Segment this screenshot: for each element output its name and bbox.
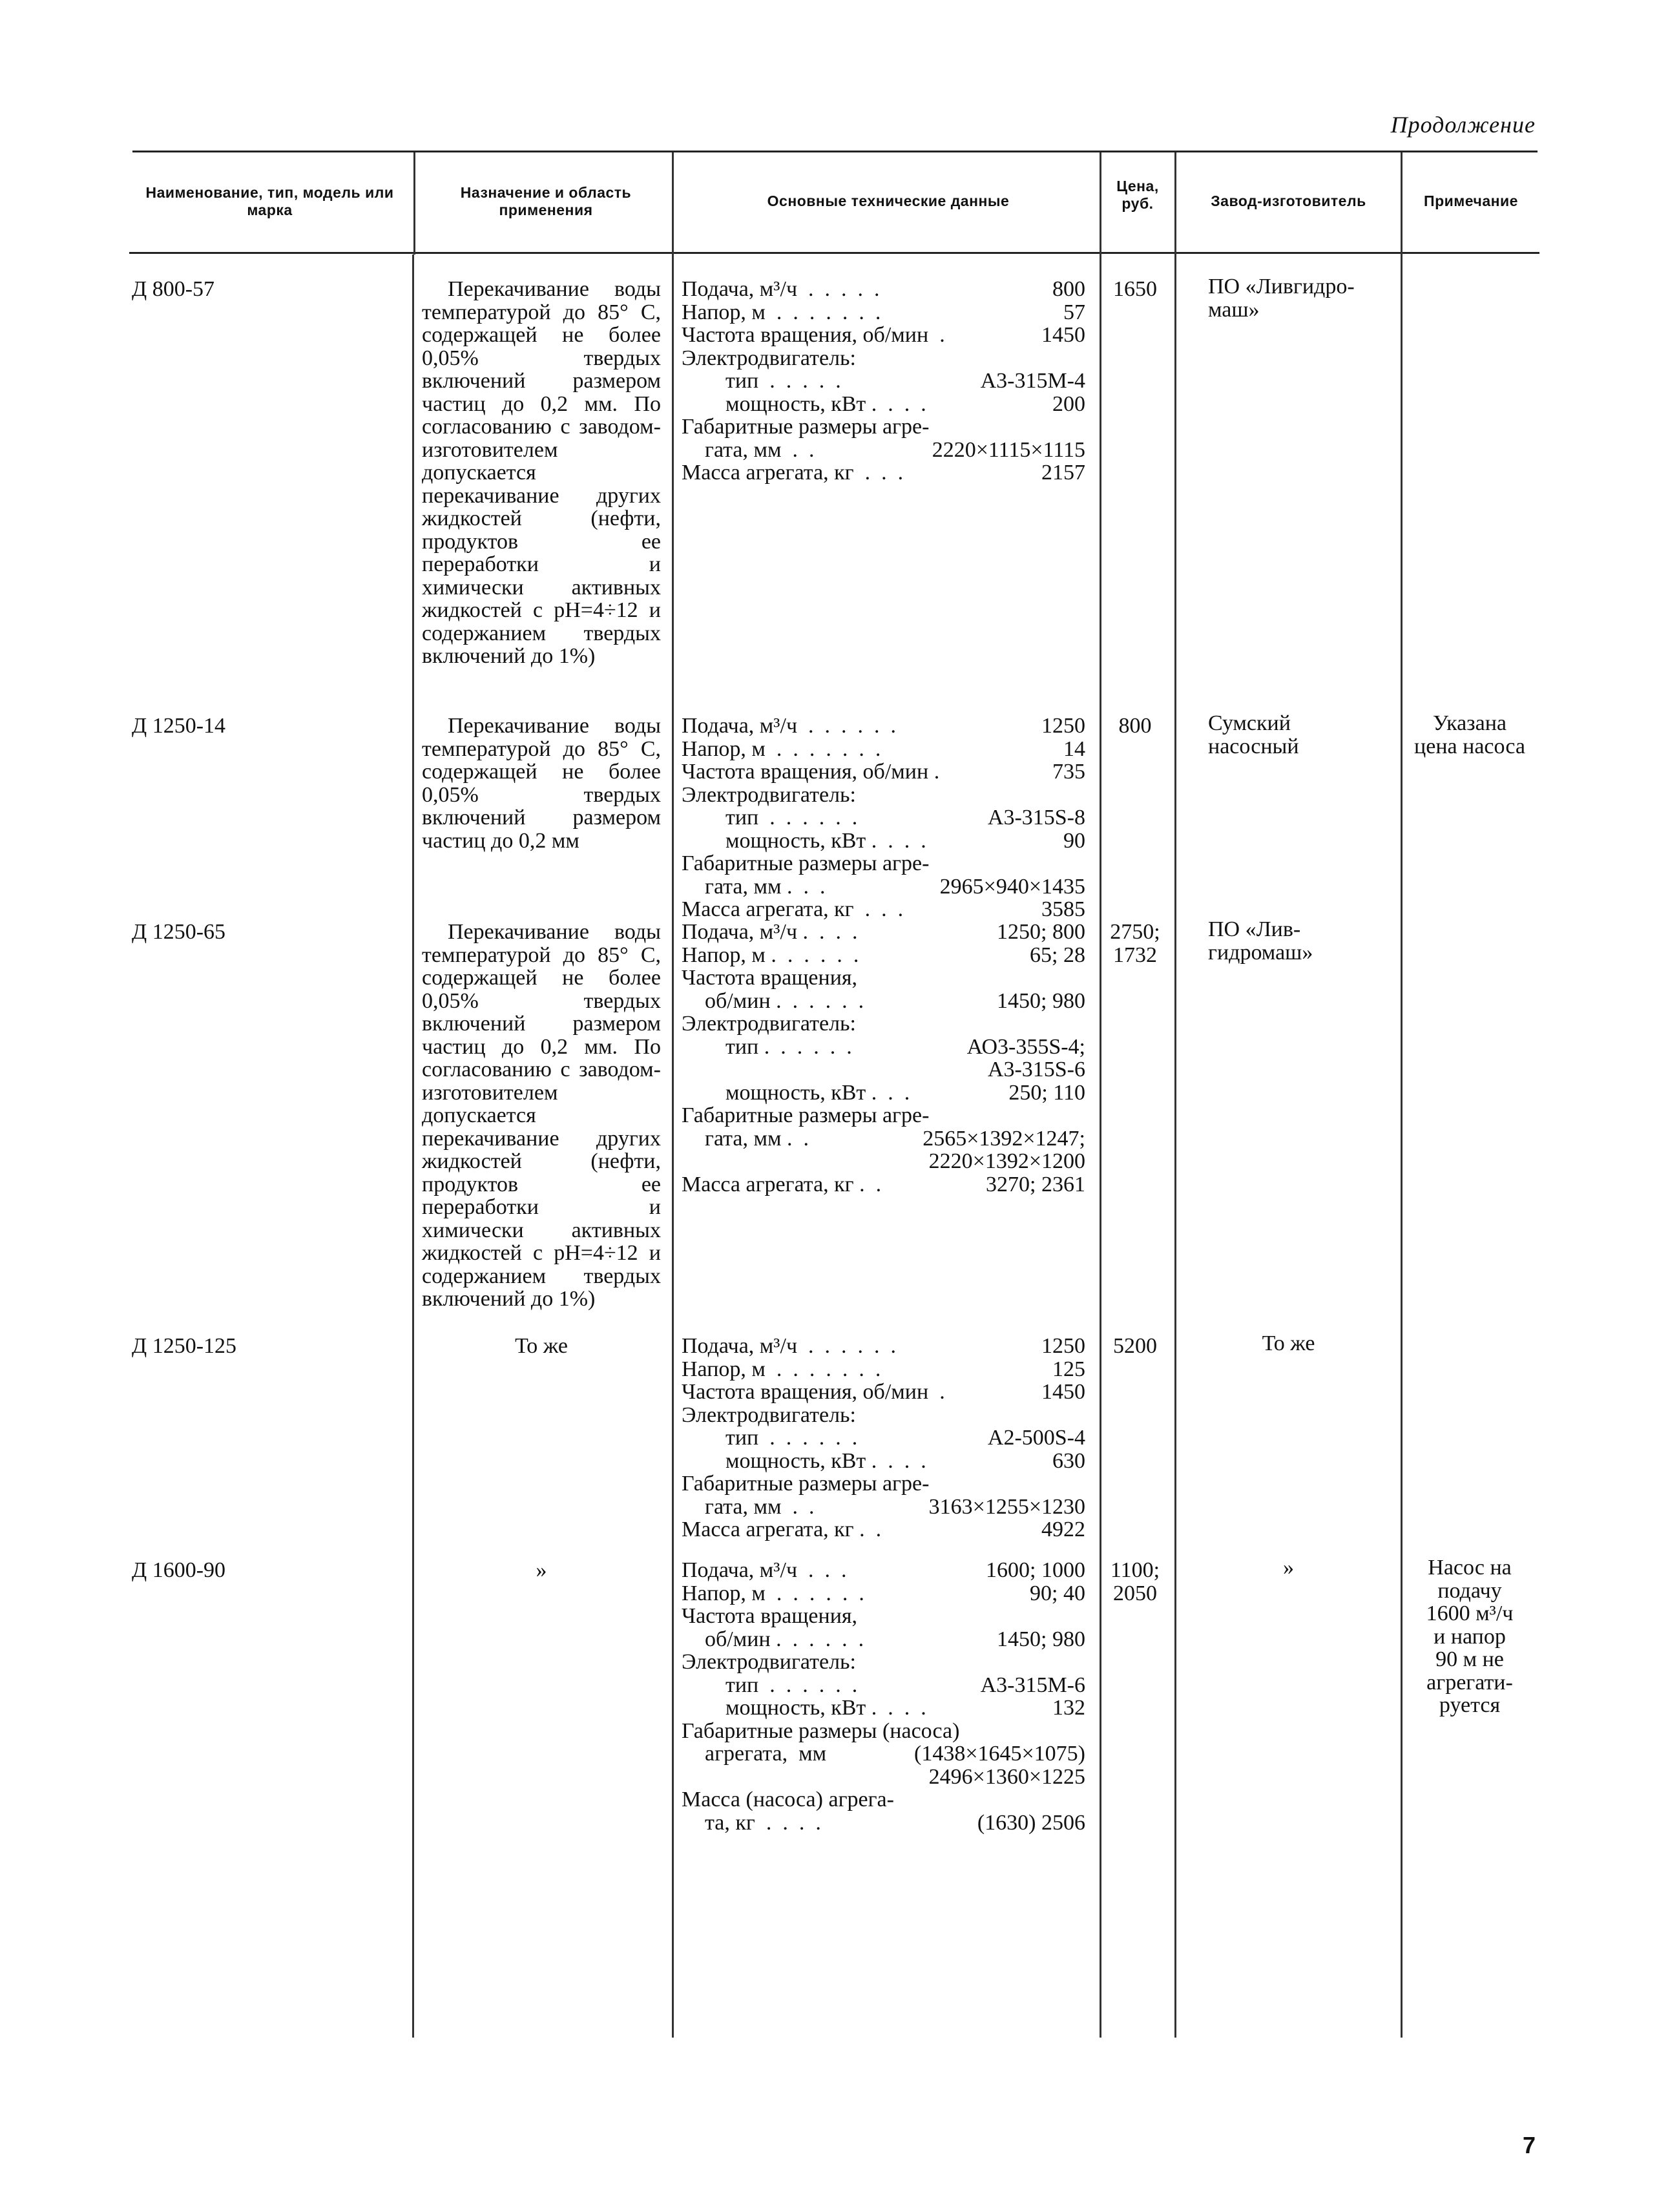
row-maker: » — [1283, 1556, 1294, 1580]
tech-line — [682, 1628, 1085, 1651]
row-name: Д 1600-90 — [132, 1558, 226, 1582]
tech-label: Электродвигатель: — [682, 782, 856, 807]
tech-label: Напор, м . . . . . . . — [682, 736, 881, 761]
tech-label: тип . . . . . — [725, 369, 841, 393]
tech-line — [682, 1081, 1085, 1105]
tech-line — [682, 760, 1085, 784]
tech-value: 2565×1392×1247; — [923, 1126, 1085, 1151]
tech-label: Масса агрегата, кг . . — [682, 1172, 882, 1196]
row-purpose: » — [536, 1558, 547, 1582]
tech-label: Частота вращения, — [682, 966, 858, 990]
tech-line — [682, 715, 1085, 738]
row-name: Д 1250-14 — [132, 714, 226, 738]
column-divider — [1100, 152, 1101, 2038]
column-divider — [672, 152, 674, 2038]
tech-label: Габаритные размеры (насоса) — [682, 1718, 960, 1743]
row-note: Указана цена насоса — [1414, 711, 1525, 758]
tech-value: 90; 40 — [1030, 1581, 1085, 1605]
tech-line — [682, 439, 1085, 462]
tech-line — [682, 1150, 1085, 1173]
tech-value: А3-315S-6 — [987, 1058, 1085, 1081]
tech-value: 630 — [1052, 1448, 1085, 1473]
tech-label: тип . . . . . . — [725, 1034, 852, 1059]
tech-line — [682, 415, 1085, 439]
tech-label: Габаритные размеры агре- — [682, 1472, 930, 1496]
tech-label: Частота вращения, об/мин . — [682, 323, 945, 347]
tech-label: та, кг . . . . — [705, 1810, 821, 1835]
tech-label: мощность, кВт . . . . — [725, 1696, 926, 1720]
row-purpose: Перекачивание воды температурой до 85° С, содержащей не более 0,05% твердых включений размером частиц до 0,2 мм. По согласованию с заводом-изготовителем допускается перекачивание других жидкостей (нефти, продуктов ее переработки и химически активных жидкостей с pH=4÷12 и содержанием твердых включений до 1%) — [422, 277, 661, 668]
row-price: 5200 — [1113, 1334, 1157, 1358]
row-purpose: Перекачивание воды температурой до 85° С, содержащей не более 0,05% твердых включений размером частиц до 0,2 мм — [422, 714, 661, 853]
tech-line — [682, 1173, 1085, 1196]
row-maker: ПО «Лив- гидромаш» — [1208, 917, 1313, 965]
tech-label: Подача, м³/ч . . . . — [682, 920, 858, 944]
tech-value: (1630) 2506 — [977, 1810, 1085, 1835]
tech-line — [682, 1496, 1085, 1519]
tech-value: 1250 — [1041, 714, 1085, 738]
column-divider — [413, 152, 415, 255]
tech-label: об/мин . . . . . . — [705, 988, 864, 1013]
tech-label: гата, мм . . — [705, 437, 815, 462]
continuation-label: Продолжение — [1390, 112, 1536, 138]
tech-label: гата, мм . . — [705, 1494, 815, 1519]
tech-line — [682, 347, 1085, 370]
tech-label: Частота вращения, об/мин . — [682, 760, 940, 784]
row-name: Д 1250-65 — [132, 920, 226, 944]
tech-value: 1450; 980 — [997, 1627, 1085, 1651]
tech-line — [682, 1696, 1085, 1720]
tech-line — [682, 1582, 1085, 1605]
row-maker: Сумский насосный — [1208, 711, 1299, 758]
tech-line — [682, 1450, 1085, 1473]
tech-label: Напор, м . . . . . . . — [682, 1357, 881, 1381]
row-price: 1100; 2050 — [1110, 1558, 1160, 1605]
tech-label: Масса агрегата, кг . . — [682, 1518, 882, 1541]
row-tech-data — [682, 1559, 1085, 1834]
header-name: Наименование, тип, модель или марка — [145, 184, 394, 218]
tech-line — [682, 1472, 1085, 1496]
page-number: 7 — [1522, 2132, 1536, 2158]
tech-line — [682, 1651, 1085, 1674]
tech-line — [682, 1674, 1085, 1697]
table-top-rule — [132, 151, 1538, 152]
tech-line — [682, 1605, 1085, 1628]
tech-line — [682, 1404, 1085, 1427]
tech-line — [682, 1766, 1085, 1789]
tech-label: мощность, кВт . . . . — [725, 1448, 926, 1473]
tech-value: (1438×1645×1075) — [914, 1742, 1085, 1766]
tech-line — [682, 393, 1085, 416]
table-header-rule — [129, 252, 1539, 254]
tech-label: Габаритные размеры агре- — [682, 1103, 930, 1127]
tech-value: 250; 110 — [1008, 1080, 1085, 1105]
tech-label: гата, мм . . — [705, 1126, 809, 1151]
row-note: Насос на подачу 1600 м³/ч и напор 90 м не агрегати- руется — [1426, 1556, 1514, 1717]
tech-value: А3-315М-6 — [980, 1673, 1085, 1697]
tech-line — [682, 1104, 1085, 1127]
tech-value: 4922 — [1041, 1518, 1085, 1541]
tech-value: 3585 — [1041, 897, 1085, 921]
row-tech-data — [682, 715, 1085, 921]
tech-value: А3-315М-4 — [980, 369, 1085, 393]
tech-line — [682, 278, 1085, 301]
row-purpose: Перекачивание воды температурой до 85° С, содержащей не более 0,05% твердых включений размером частиц до 0,2 мм. По согласованию с заводом-изготовителем допускается перекачивание других жидкостей (нефти, продуктов ее переработки и химически активных жидкостей с pH=4÷12 и содержанием твердых включений до 1%) — [422, 920, 661, 1311]
tech-label: мощность, кВт . . . . — [725, 391, 926, 416]
tech-value: 2220×1115×1115 — [932, 437, 1085, 462]
tech-value: 1450; 980 — [997, 988, 1085, 1013]
tech-value: 3163×1255×1230 — [928, 1494, 1085, 1519]
tech-label: Напор, м . . . . . . . — [682, 300, 881, 324]
tech-value: 735 — [1052, 760, 1085, 784]
tech-line — [682, 806, 1085, 830]
tech-label: Напор, м . . . . . . — [682, 943, 859, 967]
tech-value: 1450 — [1041, 323, 1085, 347]
tech-label: мощность, кВт . . . . — [725, 828, 926, 853]
tech-value: 1250; 800 — [997, 920, 1085, 944]
tech-line — [682, 461, 1085, 485]
tech-line — [682, 784, 1085, 807]
tech-label: об/мин . . . . . . — [705, 1627, 864, 1651]
header-tech: Основные технические данные — [767, 193, 1010, 209]
tech-line — [682, 1720, 1085, 1743]
tech-line — [682, 966, 1085, 990]
row-maker: То же — [1262, 1331, 1315, 1355]
tech-line — [682, 370, 1085, 393]
tech-value: 65; 28 — [1030, 943, 1085, 967]
row-tech-data — [682, 921, 1085, 1196]
tech-value: АО3-355S-4; — [966, 1034, 1085, 1059]
tech-line — [682, 1036, 1085, 1059]
tech-value: 800 — [1052, 277, 1085, 301]
tech-label: Подача, м³/ч . . . . . . — [682, 1334, 897, 1358]
tech-label: Электродвигатель: — [682, 1403, 856, 1427]
tech-label: Электродвигатель: — [682, 1012, 856, 1036]
tech-value: А2-500S-4 — [987, 1426, 1085, 1450]
tech-line — [682, 875, 1085, 899]
tech-line — [682, 944, 1085, 967]
tech-label: Напор, м . . . . . . — [682, 1581, 864, 1605]
tech-label: Габаритные размеры агре- — [682, 851, 930, 875]
tech-line — [682, 1742, 1085, 1766]
tech-label: тип . . . . . . — [725, 1673, 858, 1697]
tech-line — [682, 1335, 1085, 1358]
tech-label: Электродвигатель: — [682, 1650, 856, 1674]
tech-line — [682, 738, 1085, 761]
tech-line — [682, 1559, 1085, 1582]
tech-label: Частота вращения, об/мин . — [682, 1380, 945, 1404]
tech-value: 1600; 1000 — [986, 1558, 1085, 1582]
tech-value: 2965×940×1435 — [939, 874, 1085, 899]
tech-line — [682, 1127, 1085, 1151]
header-maker: Завод-изготовитель — [1211, 193, 1366, 209]
row-price: 800 — [1118, 714, 1152, 738]
tech-line — [682, 830, 1085, 853]
tech-value: А3-315S-8 — [987, 806, 1085, 830]
tech-label: Подача, м³/ч . . . — [682, 1558, 847, 1582]
tech-label: Габаритные размеры агре- — [682, 415, 930, 439]
header-price: Цена, руб. — [1116, 178, 1159, 212]
tech-value: 3270; 2361 — [986, 1172, 1085, 1196]
tech-line — [682, 990, 1085, 1013]
tech-value: 200 — [1052, 391, 1085, 416]
column-divider — [1401, 152, 1403, 2038]
row-maker: ПО «Ливгидро- маш» — [1208, 275, 1355, 322]
row-purpose: То же — [515, 1334, 568, 1358]
tech-line — [682, 1012, 1085, 1036]
tech-value: 125 — [1052, 1357, 1085, 1381]
tech-label: Частота вращения, — [682, 1604, 858, 1628]
tech-value: 90 — [1063, 828, 1085, 853]
tech-line — [682, 1811, 1085, 1835]
tech-value: 14 — [1063, 736, 1085, 761]
tech-label: Масса агрегата, кг . . . — [682, 897, 904, 921]
row-tech-data — [682, 278, 1085, 485]
tech-value: 57 — [1063, 300, 1085, 324]
tech-label: Масса (насоса) агрега- — [682, 1788, 894, 1811]
tech-label: мощность, кВт . . . — [725, 1080, 910, 1105]
row-name: Д 800-57 — [132, 277, 215, 301]
tech-label: тип . . . . . . — [725, 1426, 858, 1450]
tech-label: Масса агрегата, кг . . . — [682, 461, 904, 485]
tech-line — [682, 1518, 1085, 1541]
tech-line — [682, 898, 1085, 921]
header-note: Примечание — [1424, 193, 1518, 209]
tech-value: 132 — [1052, 1696, 1085, 1720]
tech-line — [682, 1381, 1085, 1404]
column-divider — [412, 255, 414, 2038]
row-name: Д 1250-125 — [132, 1334, 237, 1358]
tech-line — [682, 1788, 1085, 1811]
column-divider — [1174, 152, 1176, 2038]
tech-line — [682, 852, 1085, 875]
tech-label: тип . . . . . . — [725, 806, 858, 830]
tech-line — [682, 301, 1085, 324]
tech-label: гата, мм . . . — [705, 874, 826, 899]
tech-line — [682, 1058, 1085, 1081]
tech-line — [682, 1358, 1085, 1381]
tech-value: 2157 — [1041, 461, 1085, 485]
tech-label: Подача, м³/ч . . . . . — [682, 277, 880, 301]
row-tech-data — [682, 1335, 1085, 1541]
tech-line — [682, 324, 1085, 347]
tech-line — [682, 1426, 1085, 1450]
header-purpose: Назначение и область применения — [460, 184, 632, 218]
row-price: 1650 — [1113, 277, 1157, 301]
tech-value: 1450 — [1041, 1380, 1085, 1404]
tech-label: Подача, м³/ч . . . . . . — [682, 714, 897, 738]
tech-label: Электродвигатель: — [682, 346, 856, 370]
row-price: 2750; 1732 — [1110, 920, 1160, 967]
tech-value: 1250 — [1041, 1334, 1085, 1358]
tech-line — [682, 921, 1085, 944]
tech-value: 2496×1360×1225 — [928, 1764, 1085, 1789]
tech-label: агрегата, мм — [705, 1742, 827, 1766]
tech-value: 2220×1392×1200 — [928, 1149, 1085, 1173]
